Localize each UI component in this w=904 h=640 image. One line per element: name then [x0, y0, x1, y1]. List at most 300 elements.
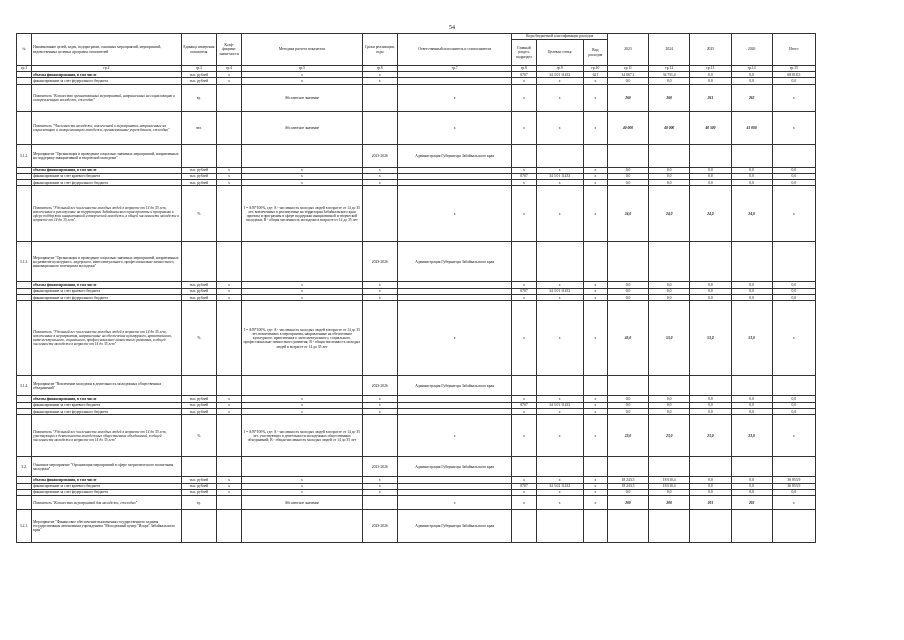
financing-amount-cell: 0,0 — [731, 489, 772, 495]
row-blank-cell — [512, 457, 536, 477]
row-number-cell: 3.1.4. — [17, 376, 32, 396]
header-name: Наименование целей, задач, подпрограмм, основных мероприятий, мероприятий, ведомственных целевых программ, показателей — [32, 34, 182, 66]
row-name-cell: Основное мероприятие "Организация мероприятий в сфере патриотического воспитания молодежи" — [32, 457, 182, 477]
financing-amount-cell: 0,0 — [649, 295, 690, 301]
row-blank-cell — [607, 510, 648, 543]
indicator-value-cell: 23,0 — [607, 415, 648, 457]
indicator-cell: x — [583, 496, 607, 510]
row-number-cell: 3.2. — [17, 457, 32, 477]
financing-cell: тыс. рублей — [181, 402, 216, 408]
row-blank-cell — [731, 376, 772, 396]
budget-table — [16, 33, 816, 543]
indicator-cell: чел. — [181, 111, 216, 144]
row-name-cell: Мероприятие "Организация и проведение социально значимых мероприятий, направленных на развитие культурного, лидерского, интеллектуального, профессионально-личностного, инновационного потенциала молодежи" — [32, 242, 182, 282]
financing-cell: x — [583, 173, 607, 179]
financing-amount-cell: 0,0 — [607, 402, 648, 408]
row-blank-cell — [607, 457, 648, 477]
financing-cell: x — [536, 78, 583, 84]
header-no: № — [17, 34, 32, 66]
financing-amount-cell: 0,0 — [772, 78, 815, 84]
financing-amount-cell: 0,0 — [690, 173, 731, 179]
row-unit-cell — [181, 457, 216, 477]
row-blank-cell — [583, 510, 607, 543]
financing-label-cell: финансирование за счет краевого бюджета — [32, 402, 182, 408]
financing-cell: x — [216, 483, 241, 489]
financing-amount-cell: 0,0 — [649, 180, 690, 186]
indicator-cell: x — [512, 415, 536, 457]
financing-cell: x — [536, 282, 583, 288]
financing-cell: x — [216, 167, 241, 173]
indicator-value-cell: 23,0 — [690, 415, 731, 457]
financing-amount-cell: 0,0 — [731, 396, 772, 402]
financing-cell: x — [242, 477, 363, 483]
header-kbk-target: Целевая статья — [536, 40, 583, 66]
indicator-value-cell: 260 — [649, 84, 690, 111]
financing-cell: 34 3 01 11433 — [536, 173, 583, 179]
financing-amount-cell: 0,0 — [649, 408, 690, 414]
financing-cell: x — [362, 489, 397, 495]
financing-amount-cell: 0,0 — [772, 489, 815, 495]
row-coef-cell — [216, 510, 241, 543]
row-blank-cell — [536, 457, 583, 477]
financing-cell: 621 — [583, 72, 607, 78]
financing-amount-cell: 36 853,9 — [772, 477, 815, 483]
financing-cell: тыс. рублей — [181, 173, 216, 179]
indicator-cell: x — [772, 186, 815, 242]
row-blank-cell — [607, 242, 648, 282]
event-row — [17, 242, 816, 282]
indicator-cell: x — [536, 111, 583, 144]
row-period-cell: 2023-2026 — [362, 242, 397, 282]
indicator-row — [17, 301, 816, 376]
column-index-cell: гр.8 — [512, 66, 536, 72]
indicator-cell — [17, 496, 32, 510]
indicator-cell: x — [583, 186, 607, 242]
indicator-value-cell: 200 — [607, 496, 648, 510]
financing-amount-cell: 36 853,9 — [772, 483, 815, 489]
row-method-cell — [242, 242, 363, 282]
header-2023: 2023 — [607, 34, 648, 66]
row-blank-cell — [649, 242, 690, 282]
financing-cell: x — [242, 180, 363, 186]
header-2025: 2025 — [690, 34, 731, 66]
financing-cell: x — [583, 295, 607, 301]
indicator-cell — [362, 186, 397, 242]
column-index-cell: гр.7 — [397, 66, 512, 72]
financing-cell: x — [362, 180, 397, 186]
row-coef-cell — [216, 457, 241, 477]
financing-cell: x — [242, 72, 363, 78]
financing-cell: тыс. рублей — [181, 408, 216, 414]
financing-cell: 34 3 02 11433 — [536, 483, 583, 489]
financing-cell: x — [362, 402, 397, 408]
financing-amount-cell: 0,0 — [772, 173, 815, 179]
row-coef-cell — [216, 144, 241, 167]
column-index-cell: гр.5 — [242, 66, 363, 72]
financing-amount-cell: 18 610,4 — [649, 483, 690, 489]
financing-label-cell: финансирование за счет краевого бюджета — [32, 483, 182, 489]
row-blank-cell — [772, 510, 815, 543]
financing-cell: x — [583, 167, 607, 173]
indicator-cell: ед. — [181, 496, 216, 510]
financing-cell: тыс. рублей — [181, 180, 216, 186]
indicator-cell: x — [772, 84, 815, 111]
indicator-cell — [17, 84, 32, 111]
financing-cell: тыс. рублей — [181, 72, 216, 78]
row-blank-cell — [690, 376, 731, 396]
indicator-value-cell: 40 000 — [649, 111, 690, 144]
financing-cell: x — [242, 288, 363, 294]
header-kbk-group: Коды бюджетной классификации расходов — [512, 34, 607, 40]
row-blank-cell — [731, 144, 772, 167]
row-name-cell: Мероприятие "Вовлечение молодежи в деятельность молодежных общественных объединений" — [32, 376, 182, 396]
row-method-cell — [242, 457, 363, 477]
financing-cell: x — [512, 396, 536, 402]
row-method-cell — [242, 376, 363, 396]
financing-cell: x — [362, 167, 397, 173]
financing-cell: x — [536, 489, 583, 495]
event-row — [17, 144, 816, 167]
financing-amount-cell: 0,0 — [772, 180, 815, 186]
financing-amount-cell: 0,0 — [607, 396, 648, 402]
indicator-value-cell: 262 — [731, 84, 772, 111]
financing-amount-cell: 18 243,5 — [607, 483, 648, 489]
financing-amount-cell: 0,0 — [772, 167, 815, 173]
financing-amount-cell: 0,0 — [772, 402, 815, 408]
row-executor-cell: Администрация Губернатора Забайкальского края — [397, 242, 512, 282]
row-blank-cell — [536, 510, 583, 543]
column-index-cell: гр.12 — [649, 66, 690, 72]
indicator-method-cell: Абсолютное значение — [242, 111, 363, 144]
indicator-cell — [216, 415, 241, 457]
financing-amount-cell: 0,0 — [649, 489, 690, 495]
indicator-cell — [17, 186, 32, 242]
financing-cell: тыс. рублей — [181, 396, 216, 402]
financing-cell: x — [242, 489, 363, 495]
financing-cell: x — [512, 78, 536, 84]
row-blank-cell — [536, 376, 583, 396]
indicator-row — [17, 496, 816, 510]
financing-amount-cell: 0,0 — [649, 78, 690, 84]
financing-amount-cell: 18 610,4 — [649, 477, 690, 483]
financing-amount-cell: 0,0 — [690, 72, 731, 78]
header-coef: Коэф-фициент значи-мости — [216, 34, 241, 66]
financing-cell: x — [242, 78, 363, 84]
financing-amount-cell: 0,0 — [690, 396, 731, 402]
indicator-cell — [17, 415, 32, 457]
financing-cell: x — [216, 173, 241, 179]
financing-cell: x — [242, 396, 363, 402]
financing-cell: 0707 — [512, 288, 536, 294]
financing-cell: x — [512, 282, 536, 288]
indicator-cell — [216, 111, 241, 144]
financing-amount-cell: 0,0 — [731, 167, 772, 173]
financing-amount-cell: 0,0 — [607, 173, 648, 179]
row-period-cell: 2023-2026 — [362, 510, 397, 543]
financing-cell: x — [536, 408, 583, 414]
financing-cell: x — [216, 396, 241, 402]
column-index-cell: гр.4 — [216, 66, 241, 72]
header-period: Сроки реализации, годы — [362, 34, 397, 66]
indicator-cell: % — [181, 415, 216, 457]
indicator-value-cell: 24,0 — [607, 186, 648, 242]
financing-cell: x — [536, 396, 583, 402]
column-index-cell: гр.6 — [362, 66, 397, 72]
financing-amount-cell: 0,0 — [772, 288, 815, 294]
financing-cell: тыс. рублей — [181, 167, 216, 173]
financing-cell: x — [583, 483, 607, 489]
row-method-cell — [242, 510, 363, 543]
indicator-cell: x — [536, 301, 583, 376]
row-blank-cell — [607, 376, 648, 396]
row-unit-cell — [181, 510, 216, 543]
financing-cell: 34 3 01 11433 — [536, 288, 583, 294]
financing-cell: x — [583, 180, 607, 186]
financing-cell: x — [512, 489, 536, 495]
financing-cell: x — [362, 282, 397, 288]
financing-amount-cell: 0,0 — [731, 72, 772, 78]
financing-label-cell: объемы финансирования, в том числе — [32, 477, 182, 483]
financing-cell: x — [362, 78, 397, 84]
row-executor-cell: Администрация Губернатора Забайкальского края — [397, 144, 512, 167]
financing-label-cell: финансирование за счет федерального бюджета — [32, 489, 182, 495]
row-period-cell: 2023-2026 — [362, 376, 397, 396]
financing-cell: x — [536, 477, 583, 483]
financing-cell: 0707 — [512, 173, 536, 179]
financing-amount-cell: 0,0 — [607, 408, 648, 414]
financing-cell: тыс. рублей — [181, 489, 216, 495]
indicator-cell: % — [181, 186, 216, 242]
financing-amount-cell: 0,0 — [607, 489, 648, 495]
financing-amount-cell: 18 243,5 — [607, 477, 648, 483]
indicator-cell — [362, 301, 397, 376]
financing-cell: x — [242, 295, 363, 301]
row-number-cell: 3.2.1. — [17, 510, 32, 543]
financing-cell: x — [216, 288, 241, 294]
financing-cell: 34 3 01 11433 — [536, 402, 583, 408]
indicator-cell: x — [536, 496, 583, 510]
financing-cell: x — [583, 477, 607, 483]
indicator-cell: x — [397, 111, 512, 144]
financing-amount-cell: 34 751,4 — [649, 72, 690, 78]
header-kbk-type: Вид расходов — [583, 40, 607, 66]
financing-amount-cell: 0,0 — [731, 282, 772, 288]
indicator-value-cell: 23,0 — [731, 415, 772, 457]
header-total: Итого — [772, 34, 815, 66]
row-unit-cell — [181, 144, 216, 167]
financing-amount-cell: 0,0 — [690, 477, 731, 483]
financing-amount-cell: 0,0 — [649, 402, 690, 408]
indicator-value-cell: 40 000 — [607, 111, 648, 144]
indicator-value-cell: 23,0 — [649, 415, 690, 457]
indicator-name-cell: Показатель "Количество мероприятий для молодежи, ежегодно" — [32, 496, 182, 510]
indicator-cell: x — [772, 415, 815, 457]
indicator-value-cell: 53,0 — [731, 301, 772, 376]
column-index-cell: гр.9 — [536, 66, 583, 72]
financing-cell: x — [583, 288, 607, 294]
indicator-cell — [17, 301, 32, 376]
indicator-cell: x — [583, 415, 607, 457]
financing-amount-cell: 34 067,1 — [607, 72, 648, 78]
financing-cell: x — [362, 396, 397, 402]
financing-cell: x — [512, 477, 536, 483]
row-blank-cell — [536, 144, 583, 167]
financing-cell: тыс. рублей — [181, 282, 216, 288]
financing-cell: x — [242, 167, 363, 173]
financing-amount-cell: 0,0 — [772, 396, 815, 402]
row-period-cell: 2023-2026 — [362, 457, 397, 477]
financing-cell: x — [583, 402, 607, 408]
indicator-cell: x — [512, 301, 536, 376]
financing-amount-cell: 0,0 — [731, 288, 772, 294]
financing-cell: x — [216, 78, 241, 84]
indicator-cell: x — [397, 84, 512, 111]
indicator-cell — [17, 111, 32, 144]
indicator-cell — [362, 111, 397, 144]
financing-cell: x — [536, 180, 583, 186]
indicator-cell: x — [512, 496, 536, 510]
financing-label-cell: финансирование за счет федерального бюджета — [32, 78, 182, 84]
financing-amount-cell: 0,0 — [731, 408, 772, 414]
indicator-value-cell: 260 — [607, 84, 648, 111]
financing-cell: x — [512, 180, 536, 186]
financing-cell: тыс. рублей — [181, 295, 216, 301]
row-period-cell: 2023-2026 — [362, 144, 397, 167]
indicator-cell: x — [772, 301, 815, 376]
column-index-cell: гр.13 — [690, 66, 731, 72]
indicator-cell: x — [583, 301, 607, 376]
financing-amount-cell: 0,0 — [772, 408, 815, 414]
financing-amount-cell: 0,0 — [607, 288, 648, 294]
indicator-cell — [216, 186, 241, 242]
indicator-method-cell: Абсолютное значение — [242, 84, 363, 111]
event-row — [17, 510, 816, 543]
row-blank-cell — [536, 242, 583, 282]
row-blank-cell — [512, 510, 536, 543]
row-number-cell: 3.1.3. — [17, 242, 32, 282]
indicator-name-cell: Показатель "Удельный вес численности молодых людей в возрасте от 14 до 35 лет, вовлеченных в реализуемые на территории Забайкальского края проекты и программы в сфере поддержки инициативной и творческой молодежи, в общей численности молодежи в возрасте от 14 до 35 лет" — [32, 186, 182, 242]
indicator-cell: x — [512, 186, 536, 242]
financing-amount-cell: 0,0 — [690, 282, 731, 288]
indicator-value-cell: 53,0 — [690, 301, 731, 376]
financing-cell: 0707 — [512, 402, 536, 408]
indicator-value-cell: 40 500 — [690, 111, 731, 144]
header-2024: 2024 — [649, 34, 690, 66]
financing-amount-cell: 0,0 — [607, 78, 648, 84]
row-unit-cell — [181, 376, 216, 396]
row-name-cell: Мероприятие "Финансовое обеспечение выполнения государственного задания государственным автономным учреждением "Молодежный центр "Искра" Забайкальского края" — [32, 510, 182, 543]
indicator-cell — [216, 496, 241, 510]
indicator-method-cell: I = A/B*100%, где: A - численность молодых людей в возрасте от 14 до 35 лет, участвующих в деятельности молодежных общественных объединений; B - общая численность молодых людей от 14 до 35 лет — [242, 415, 363, 457]
financing-label-cell: объемы финансирования, в том числе — [32, 282, 182, 288]
row-blank-cell — [512, 376, 536, 396]
row-name-cell: Мероприятие "Организация и проведение социально значимых мероприятий, направленных на поддержку инициативной и творческой молодежи" — [32, 144, 182, 167]
indicator-cell: x — [397, 301, 512, 376]
row-method-cell — [242, 144, 363, 167]
row-coef-cell — [216, 242, 241, 282]
financing-amount-cell: 0,0 — [731, 295, 772, 301]
row-blank-cell — [649, 144, 690, 167]
financing-cell: x — [216, 282, 241, 288]
row-blank-cell — [583, 457, 607, 477]
financing-cell: x — [583, 489, 607, 495]
column-index-cell: гр.1 — [17, 66, 32, 72]
page-number: 54 — [449, 25, 455, 31]
financing-cell: x — [583, 396, 607, 402]
row-blank-cell — [731, 510, 772, 543]
financing-amount-cell: 68 818,5 — [772, 72, 815, 78]
row-blank-cell — [690, 510, 731, 543]
financing-cell: x — [362, 72, 397, 78]
financing-cell: x — [583, 408, 607, 414]
row-blank-cell — [607, 144, 648, 167]
financing-cell: 0707 — [512, 72, 536, 78]
indicator-cell: x — [536, 415, 583, 457]
indicator-method-cell: Абсолютное значение — [242, 496, 363, 510]
financing-amount-cell: 0,0 — [690, 288, 731, 294]
event-row — [17, 457, 816, 477]
row-blank-cell — [772, 242, 815, 282]
financing-label-cell: финансирование за счет федерального бюджета — [32, 408, 182, 414]
row-blank-cell — [772, 376, 815, 396]
indicator-cell: ед. — [181, 84, 216, 111]
financing-cell: 34 3 01 11433 — [536, 72, 583, 78]
financing-cell: x — [583, 78, 607, 84]
financing-cell: x — [362, 477, 397, 483]
financing-cell: x — [362, 173, 397, 179]
financing-amount-cell: 0,0 — [731, 173, 772, 179]
financing-amount-cell: 0,0 — [731, 402, 772, 408]
indicator-method-cell: I = A/B*100%, где: A - численность молодых людей в возрасте от 14 до 35 лет, вовлеченных в мероприятия, направленные на обеспечение культурного, нравственного, интеллектуального, социального, профессионально-личностного развития; B - общая численность молодых людей в возрасте от 14 до 35 лет — [242, 301, 363, 376]
indicator-cell: x — [536, 186, 583, 242]
row-unit-cell — [181, 242, 216, 282]
indicator-cell: x — [397, 496, 512, 510]
indicator-cell — [362, 496, 397, 510]
financing-cell: x — [242, 408, 363, 414]
financing-label-cell: объемы финансирования, в том числе — [32, 396, 182, 402]
financing-cell: x — [536, 295, 583, 301]
financing-amount-cell: 0,0 — [690, 295, 731, 301]
row-executor-cell: Администрация Губернатора Забайкальского края — [397, 457, 512, 477]
row-blank-cell — [649, 457, 690, 477]
financing-amount-cell: 0,0 — [690, 402, 731, 408]
indicator-value-cell: 24,0 — [731, 186, 772, 242]
indicator-value-cell: 41 000 — [731, 111, 772, 144]
indicator-value-cell: 200 — [649, 496, 690, 510]
financing-cell: x — [512, 295, 536, 301]
financing-label-cell: финансирование за счет краевого бюджета — [32, 288, 182, 294]
financing-cell: тыс. рублей — [181, 477, 216, 483]
financing-amount-cell: 0,0 — [690, 78, 731, 84]
financing-cell: x — [512, 408, 536, 414]
financing-cell: x — [216, 180, 241, 186]
row-blank-cell — [583, 242, 607, 282]
indicator-value-cell: 24,0 — [690, 186, 731, 242]
financing-cell: x — [216, 402, 241, 408]
financing-cell: 0707 — [512, 483, 536, 489]
row-coef-cell — [216, 376, 241, 396]
indicator-cell: x — [512, 111, 536, 144]
row-number-cell: 3.1.2. — [17, 144, 32, 167]
row-blank-cell — [649, 510, 690, 543]
financing-cell: x — [242, 402, 363, 408]
financing-amount-cell: 0,0 — [649, 167, 690, 173]
indicator-cell: x — [772, 496, 815, 510]
financing-label-cell: объемы финансирования, в том числе — [32, 72, 182, 78]
financing-amount-cell: 0,0 — [690, 489, 731, 495]
financing-cell: x — [242, 173, 363, 179]
header-unit: Единица измерения показателя — [181, 34, 216, 66]
